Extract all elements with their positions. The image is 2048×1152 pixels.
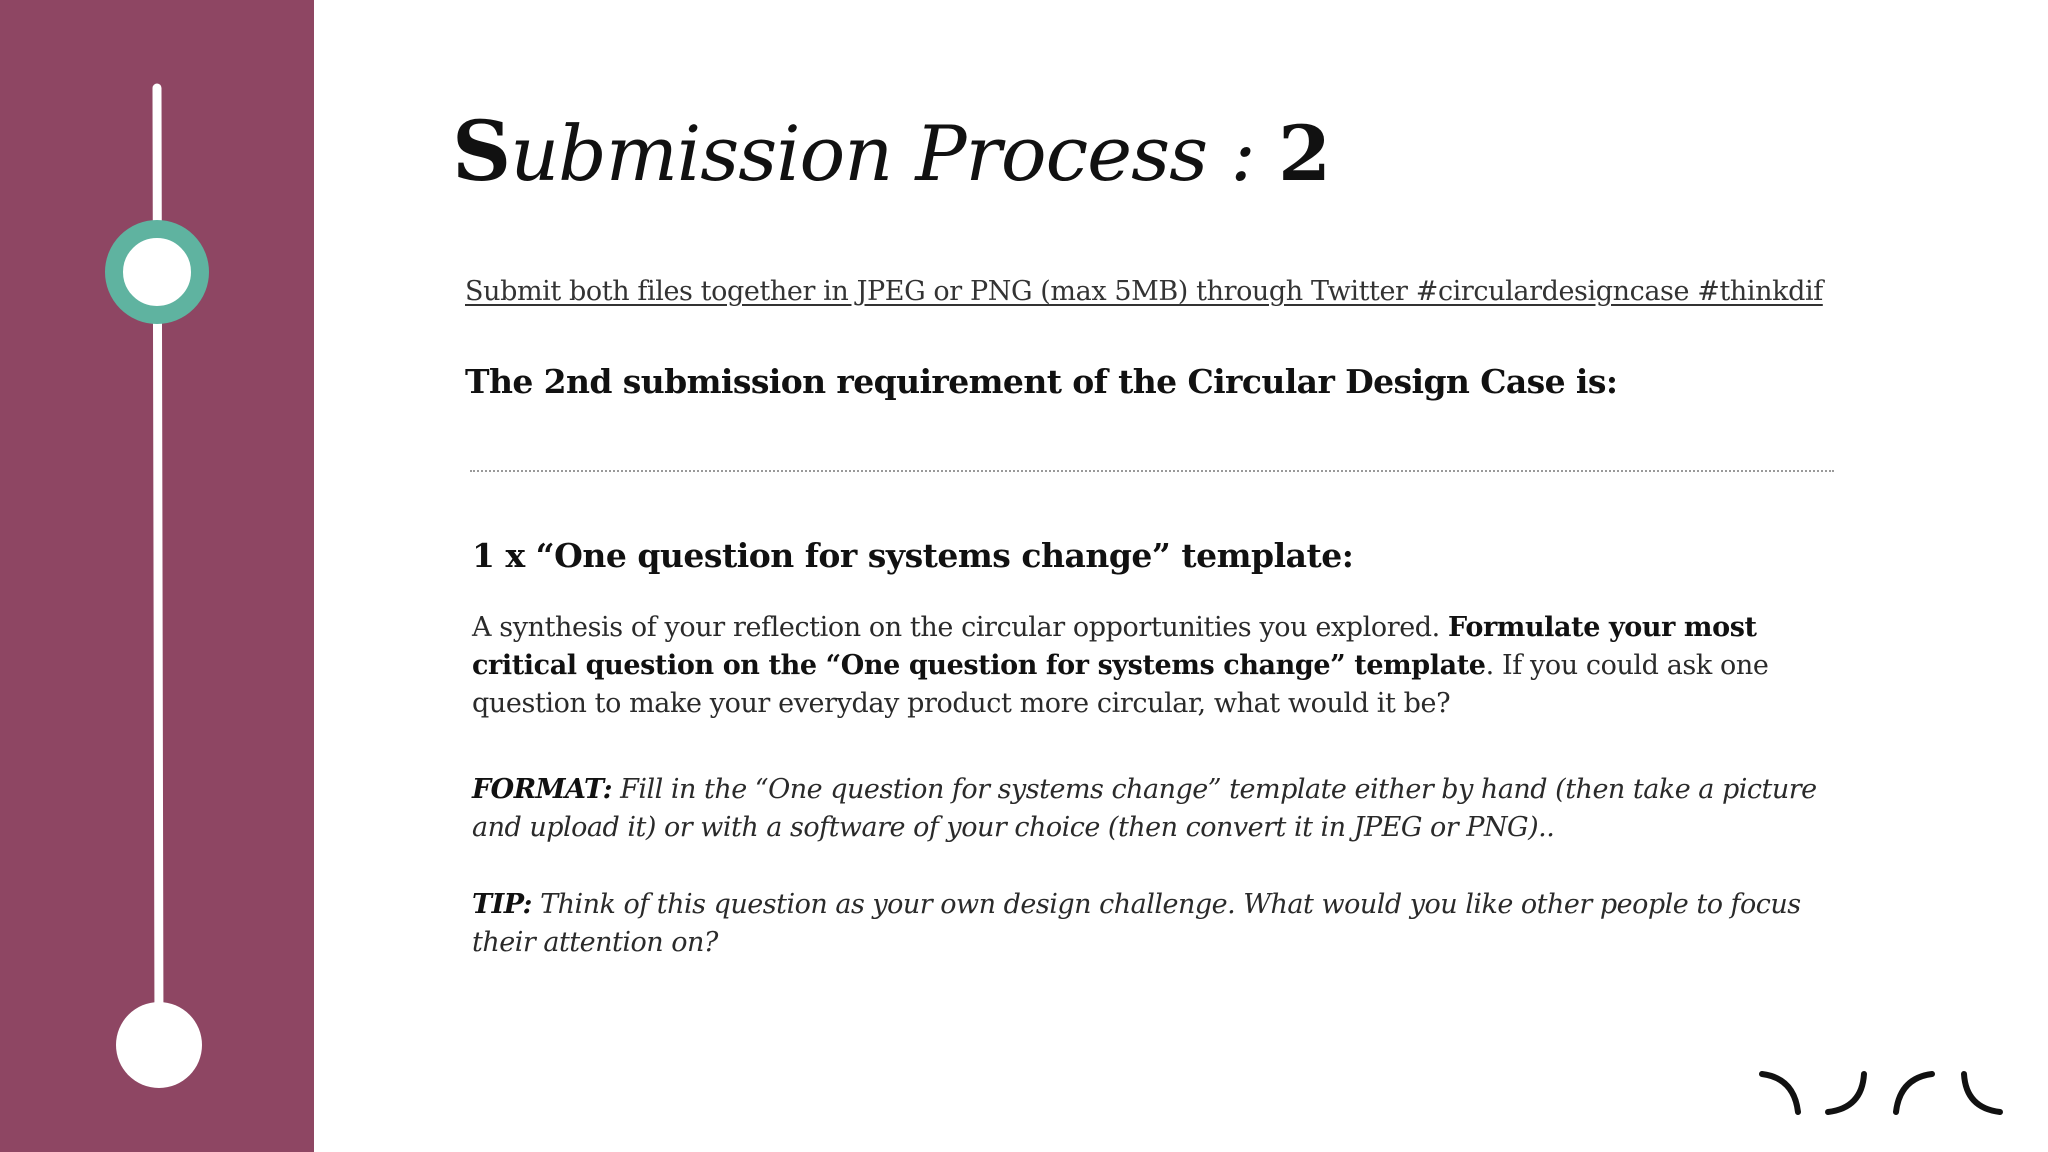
- page-title: [452, 104, 1330, 202]
- arc-4-icon: [1964, 1074, 2000, 1112]
- arc-1-icon: [1762, 1074, 1798, 1112]
- title-initial: S: [452, 104, 511, 200]
- tip-text: Think of this question as your own design challenge. What would you like other people to focus their attention on?: [472, 889, 1801, 958]
- template-heading: 1 x “One question for systems change” template:: [472, 536, 1354, 575]
- requirement-heading: The 2nd submission requirement of the Circular Design Case is:: [465, 362, 1618, 401]
- timeline-graphic: [0, 0, 314, 1152]
- title-number: 2: [1278, 109, 1330, 198]
- timeline-current-step-marker: [114, 229, 200, 315]
- format-label: FORMAT:: [472, 774, 613, 805]
- dotted-divider: [470, 470, 1834, 472]
- format-text: Fill in the “One question for systems change” template either by hand (then take a picture and upload it) or with a software of your choice (then convert it in JPEG or PNG)..: [472, 774, 1817, 843]
- description-emphasis: Formulate your most critical question on the “One question for systems change” template: [472, 612, 1757, 681]
- sidebar-timeline: [0, 0, 314, 1152]
- tip-paragraph: [472, 886, 1852, 962]
- description-paragraph: [472, 609, 1852, 723]
- format-paragraph: [472, 771, 1852, 847]
- submit-instruction: Submit both files together in JPEG or PNG (max 5MB) through Twitter #circulardesigncase #thinkdif: [465, 276, 1823, 307]
- title-text: ubmission Process :: [510, 109, 1279, 198]
- decorative-arcs-icon: [1750, 1064, 2020, 1124]
- description-text-1: A synthesis of your reflection on the circular opportunities you explored.: [472, 612, 1449, 643]
- description-text-2: . If you could ask one question to make your everyday product more circular, what would it be?: [472, 650, 1769, 719]
- timeline-end-marker: [116, 1002, 202, 1088]
- arc-3-icon: [1896, 1074, 1932, 1112]
- tip-label: TIP:: [472, 889, 533, 920]
- arc-2-icon: [1828, 1074, 1864, 1112]
